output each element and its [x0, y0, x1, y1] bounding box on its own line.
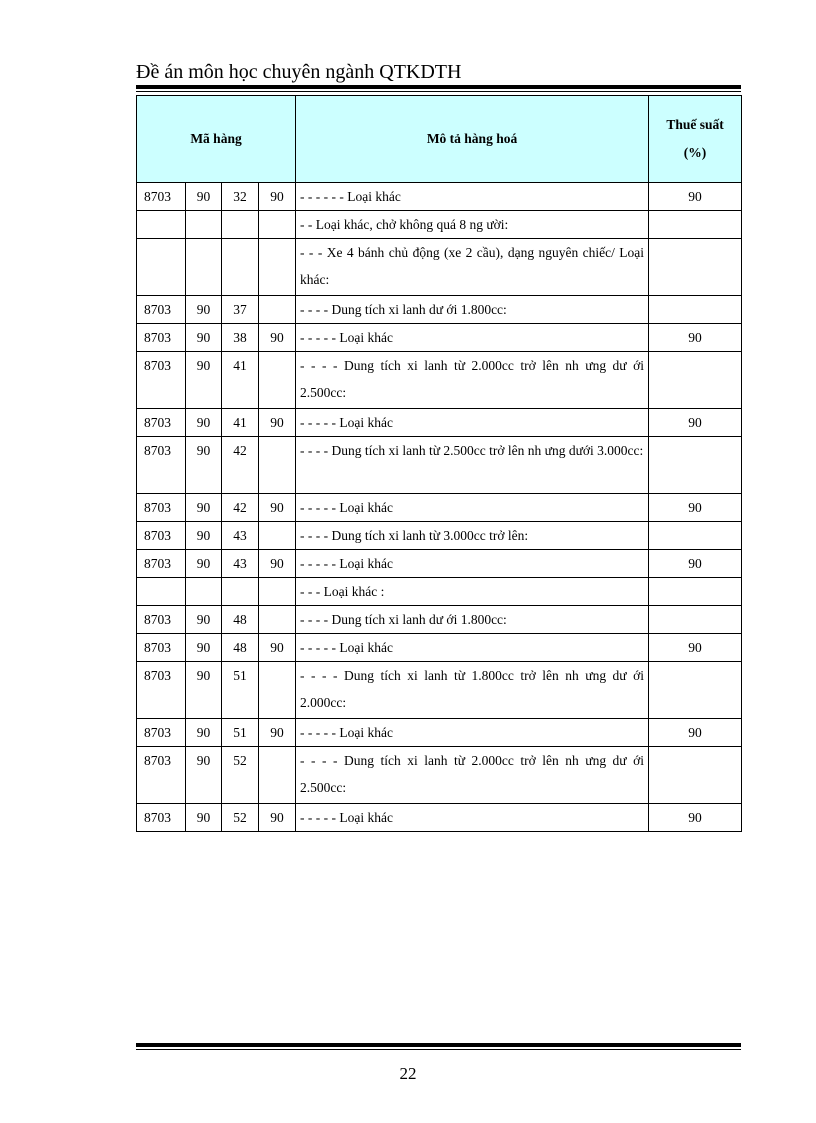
cell-heading-code: 90 — [186, 662, 222, 719]
cell-heading-code: 90 — [186, 606, 222, 634]
page-number: 22 — [399, 1064, 417, 1083]
cell-item-code: 90 — [259, 804, 296, 832]
cell-chapter-code: 8703 — [137, 606, 186, 634]
cell-chapter-code: 8703 — [137, 324, 186, 352]
cell-subheading-code: 38 — [222, 324, 259, 352]
table-row — [137, 606, 742, 634]
cell-description: - - - - - Loại khác — [296, 324, 649, 352]
cell-item-code — [259, 522, 296, 550]
cell-chapter-code: 8703 — [137, 352, 186, 409]
cell-item-code — [259, 211, 296, 239]
cell-subheading-code — [222, 211, 259, 239]
cell-heading-code: 90 — [186, 804, 222, 832]
cell-heading-code: 90 — [186, 324, 222, 352]
table-row — [137, 550, 742, 578]
cell-description: - - - - - - Loại khác — [296, 183, 649, 211]
cell-subheading-code: 52 — [222, 747, 259, 804]
cell-chapter-code: 8703 — [137, 437, 186, 494]
cell-item-code — [259, 606, 296, 634]
table-row — [137, 183, 742, 211]
table-row — [137, 437, 742, 494]
cell-heading-code — [186, 578, 222, 606]
cell-description: - - - - - Loại khác — [296, 804, 649, 832]
cell-heading-code: 90 — [186, 183, 222, 211]
cell-subheading-code: 41 — [222, 409, 259, 437]
cell-subheading-code: 48 — [222, 634, 259, 662]
table-row — [137, 719, 742, 747]
cell-item-code: 90 — [259, 183, 296, 211]
page-header-title: Đề án môn học chuyên ngành QTKDTH — [136, 61, 462, 83]
tariff-table — [136, 95, 742, 832]
cell-tax-rate: 90 — [649, 409, 742, 437]
table-header-row — [137, 96, 742, 183]
footer-rule-thin — [136, 1049, 741, 1050]
cell-chapter-code: 8703 — [137, 804, 186, 832]
cell-description: - - - - Dung tích xi lanh từ 1.800cc trở lên nh ưng dư ới 2.000cc: — [296, 662, 649, 719]
cell-item-code: 90 — [259, 634, 296, 662]
header-rate-label: Thuế suất — [666, 117, 724, 132]
cell-tax-rate — [649, 606, 742, 634]
header-rate-unit: (%) — [683, 145, 707, 160]
header-rule-thin — [136, 91, 741, 92]
cell-heading-code: 90 — [186, 296, 222, 324]
cell-tax-rate — [649, 578, 742, 606]
cell-description: - - - Xe 4 bánh chủ động (xe 2 cầu), dạng nguyên chiếc/ Loại khác: — [296, 239, 649, 296]
cell-heading-code: 90 — [186, 719, 222, 747]
footer-rule-thick — [136, 1043, 741, 1047]
cell-heading-code: 90 — [186, 522, 222, 550]
table-row — [137, 522, 742, 550]
cell-subheading-code — [222, 239, 259, 296]
cell-chapter-code: 8703 — [137, 719, 186, 747]
table-row — [137, 296, 742, 324]
cell-item-code — [259, 352, 296, 409]
cell-tax-rate — [649, 522, 742, 550]
cell-description: - - - - Dung tích xi lanh dư ới 1.800cc: — [296, 296, 649, 324]
cell-chapter-code — [137, 239, 186, 296]
cell-tax-rate: 90 — [649, 494, 742, 522]
cell-tax-rate: 90 — [649, 550, 742, 578]
cell-subheading-code: 48 — [222, 606, 259, 634]
cell-description: - - - - - Loại khác — [296, 634, 649, 662]
cell-subheading-code: 41 — [222, 352, 259, 409]
table-row — [137, 409, 742, 437]
cell-tax-rate — [649, 211, 742, 239]
cell-tax-rate: 90 — [649, 324, 742, 352]
cell-description: - - - - - Loại khác — [296, 494, 649, 522]
cell-heading-code: 90 — [186, 550, 222, 578]
cell-heading-code: 90 — [186, 634, 222, 662]
cell-item-code — [259, 239, 296, 296]
cell-subheading-code: 42 — [222, 437, 259, 494]
cell-heading-code: 90 — [186, 494, 222, 522]
cell-subheading-code: 42 — [222, 494, 259, 522]
table-row — [137, 324, 742, 352]
cell-chapter-code: 8703 — [137, 296, 186, 324]
cell-item-code — [259, 662, 296, 719]
cell-tax-rate: 90 — [649, 634, 742, 662]
cell-tax-rate — [649, 352, 742, 409]
cell-description: - - - Loại khác : — [296, 578, 649, 606]
cell-description: - - - - - Loại khác — [296, 550, 649, 578]
header-rate — [649, 96, 742, 183]
table-row — [137, 239, 742, 296]
cell-chapter-code — [137, 578, 186, 606]
cell-heading-code: 90 — [186, 747, 222, 804]
cell-description: - - - - Dung tích xi lanh từ 2.000cc trở lên nh ưng dư ới 2.500cc: — [296, 352, 649, 409]
cell-tax-rate — [649, 239, 742, 296]
cell-tax-rate: 90 — [649, 804, 742, 832]
cell-subheading-code — [222, 578, 259, 606]
cell-item-code — [259, 296, 296, 324]
cell-heading-code — [186, 239, 222, 296]
cell-description: - - - - - Loại khác — [296, 409, 649, 437]
cell-item-code — [259, 578, 296, 606]
cell-heading-code — [186, 211, 222, 239]
cell-item-code — [259, 437, 296, 494]
cell-subheading-code: 37 — [222, 296, 259, 324]
cell-tax-rate — [649, 437, 742, 494]
cell-description: - - - - Dung tích xi lanh từ 3.000cc trở lên: — [296, 522, 649, 550]
cell-tax-rate: 90 — [649, 183, 742, 211]
cell-item-code: 90 — [259, 324, 296, 352]
table-row — [137, 494, 742, 522]
cell-subheading-code: 52 — [222, 804, 259, 832]
cell-description: - - Loại khác, chở không quá 8 ng ười: — [296, 211, 649, 239]
table-row — [137, 804, 742, 832]
cell-item-code: 90 — [259, 409, 296, 437]
cell-subheading-code: 51 — [222, 662, 259, 719]
cell-chapter-code: 8703 — [137, 747, 186, 804]
cell-heading-code: 90 — [186, 409, 222, 437]
header-description: Mô tả hàng hoá — [296, 96, 649, 183]
table-row — [137, 662, 742, 719]
cell-item-code: 90 — [259, 550, 296, 578]
cell-chapter-code: 8703 — [137, 662, 186, 719]
cell-description: - - - - - Loại khác — [296, 719, 649, 747]
table-row — [137, 352, 742, 409]
cell-item-code: 90 — [259, 494, 296, 522]
cell-chapter-code — [137, 211, 186, 239]
cell-chapter-code: 8703 — [137, 494, 186, 522]
table-row — [137, 634, 742, 662]
cell-heading-code: 90 — [186, 437, 222, 494]
table-row — [137, 211, 742, 239]
table-row — [137, 747, 742, 804]
cell-tax-rate — [649, 662, 742, 719]
cell-subheading-code: 43 — [222, 522, 259, 550]
cell-subheading-code: 32 — [222, 183, 259, 211]
cell-subheading-code: 43 — [222, 550, 259, 578]
cell-tax-rate: 90 — [649, 719, 742, 747]
cell-chapter-code: 8703 — [137, 409, 186, 437]
table-row — [137, 578, 742, 606]
header-code: Mã hàng — [137, 96, 296, 183]
header-rule-thick — [136, 85, 741, 89]
cell-tax-rate — [649, 747, 742, 804]
cell-chapter-code: 8703 — [137, 522, 186, 550]
cell-description: - - - - Dung tích xi lanh từ 2.000cc trở lên nh ưng dư ới 2.500cc: — [296, 747, 649, 804]
cell-chapter-code: 8703 — [137, 550, 186, 578]
cell-chapter-code: 8703 — [137, 634, 186, 662]
cell-item-code: 90 — [259, 719, 296, 747]
cell-description: - - - - Dung tích xi lanh từ 2.500cc trở lên nh ưng dưới 3.000cc: — [296, 437, 649, 494]
cell-tax-rate — [649, 296, 742, 324]
cell-heading-code: 90 — [186, 352, 222, 409]
cell-chapter-code: 8703 — [137, 183, 186, 211]
cell-description: - - - - Dung tích xi lanh dư ới 1.800cc: — [296, 606, 649, 634]
cell-item-code — [259, 747, 296, 804]
cell-subheading-code: 51 — [222, 719, 259, 747]
